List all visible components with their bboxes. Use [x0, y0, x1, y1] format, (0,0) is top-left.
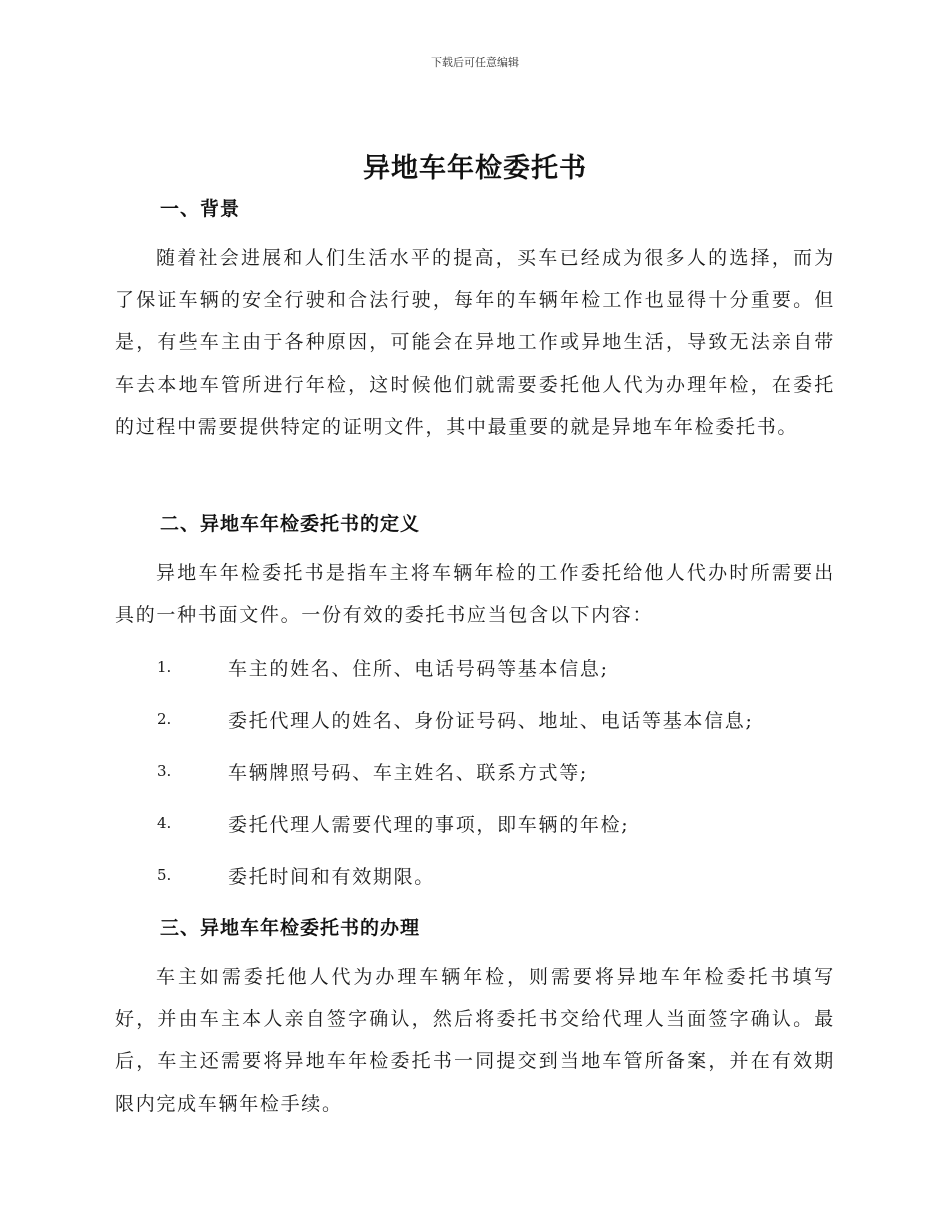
list-item-text: 委托代理人需要代理的事项，即车辆的年检; — [228, 814, 630, 836]
list-item-text: 委托时间和有效期限。 — [228, 866, 436, 888]
procedure-paragraph: 车主如需委托他人代为办理车辆年检，则需要将异地车年检委托书填写好，并由车主本人亲自签字确认，然后将委托书交给代理人当面签字确认。最后，车主还需要将异地车年检委托书一同提交到当地车管所备案，并在有效期限内完成车辆年检手续。 — [115, 966, 835, 1115]
list-item-text: 车辆牌照号码、车主姓名、联系方式等; — [228, 762, 589, 784]
definition-paragraph: 异地车年检委托书是指车主将车辆年检的工作委托给他人代办时所需要出具的一种书面文件。一份有效的委托书应当包含以下内容： — [115, 562, 835, 627]
list-item-text: 委托代理人的姓名、身份证号码、地址、电话等基本信息; — [228, 710, 754, 732]
list-item-number: 2. — [157, 710, 172, 728]
section-heading-definition: 二、异地车年检委托书的定义 — [160, 513, 421, 535]
list-item-number: 1. — [157, 658, 172, 676]
list-item-number: 5. — [157, 866, 172, 884]
section-heading-procedure: 三、异地车年检委托书的办理 — [160, 917, 421, 939]
list-item-number: 4. — [157, 814, 172, 832]
document-title: 异地车年检委托书 — [363, 153, 587, 184]
list-item-number: 3. — [157, 762, 172, 780]
page-header-note: 下载后可任意编辑 — [431, 56, 519, 69]
background-paragraph: 随着社会进展和人们生活水平的提高，买车已经成为很多人的选择，而为了保证车辆的安全行驶和合法行驶，每年的车辆年检工作也显得十分重要。但是，有些车主由于各种原因，可能会在异地工作或异地生活，导致无法亲自带车去本地车管所进行年检，这时候他们就需要委托他人代为办理年检，在委托的过程中需要提供特定的证明文件，其中最重要的就是异地车年检委托书。 — [115, 247, 835, 438]
section-heading-background: 一、背景 — [160, 198, 241, 220]
list-item-text: 车主的姓名、住所、电话号码等基本信息; — [228, 658, 609, 680]
